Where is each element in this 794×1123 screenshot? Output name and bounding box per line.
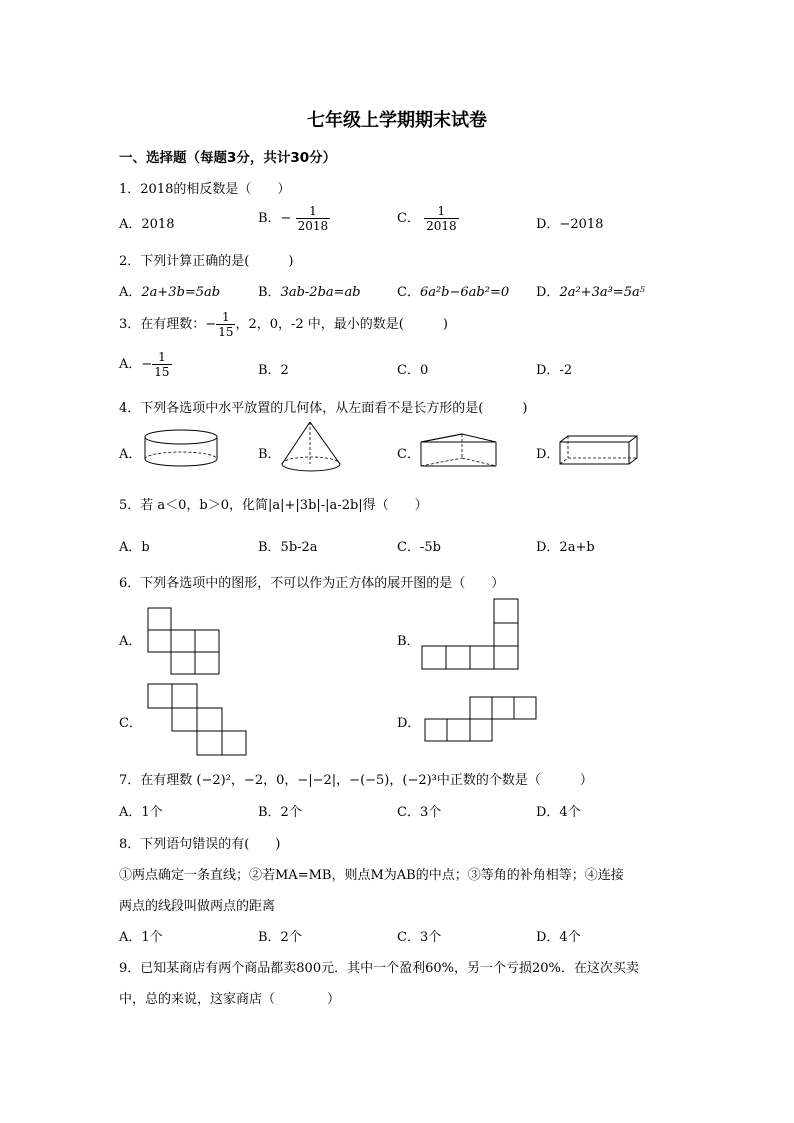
q5-stem: 5．若 a＜0，b＞0，化简|a|+|3b|-|a-2b|得（ ） <box>119 498 428 513</box>
q8-option-a: A．1个 <box>119 930 163 945</box>
q8-statement-line-2: 两点的线段叫做两点的距离 <box>119 899 276 914</box>
q1-option-b: B．− $\frac{1}{2018}$ <box>258 204 329 233</box>
q4-stem: 4．下列各选项中水平放置的几何体，从左面看不是长方形的是( ) <box>119 401 528 416</box>
q6-label-c: C． <box>119 716 142 731</box>
q4-label-d: D． <box>536 447 560 462</box>
q2-option-a: A．2a+3b=5ab <box>119 285 221 300</box>
net-b-figure <box>421 598 521 672</box>
q7-option-b: B．2个 <box>258 805 302 820</box>
q8-option-d: D．4个 <box>536 930 581 945</box>
net-d-figure <box>424 696 538 744</box>
q7-option-a: A．1个 <box>119 805 163 820</box>
q1-option-c: C． $\frac{1}{2018}$ <box>397 204 457 233</box>
q9-stem-line-1: 9．已知某商店有两个商品都卖800元．其中一个盈利60%，另一个亏损20%．在这次买卖 <box>119 961 639 976</box>
q1-stem: 1．2018的相反数是（ ） <box>119 182 291 197</box>
q6-stem: 6．下列各选项中的图形，不可以作为正方体的展开图的是（ ） <box>119 576 505 591</box>
q9-stem-line-2: 中，总的来说，这家商店（ ） <box>119 992 341 1007</box>
q2-stem: 2．下列计算正确的是( ) <box>119 254 294 269</box>
q6-label-d: D． <box>397 716 421 731</box>
q2-option-b: B．3ab-2ba=ab <box>258 285 361 300</box>
q2-option-d: D．2a²+3a³=5a⁵ <box>536 285 645 300</box>
net-c-figure <box>147 683 249 759</box>
q3-option-a: A．− $\frac{1}{15}$ <box>119 350 170 379</box>
q8-statement-line-1: ①两点确定一条直线；②若MA=MB，则点M为AB的中点；③等角的补角相等；④连接 <box>119 868 624 883</box>
q5-option-c: C．-5b <box>397 540 441 555</box>
q8-option-c: C．3个 <box>397 930 442 945</box>
cone-figure <box>278 420 348 476</box>
section-heading: 一、选择题（每题3分，共计30分） <box>119 150 337 166</box>
cuboid-figure <box>558 434 642 468</box>
q2-option-c: C．6a²b−6ab²=0 <box>397 285 510 300</box>
q3-option-c: C．0 <box>397 363 429 378</box>
q1-option-d: D．−2018 <box>536 217 604 232</box>
q3-option-d: D．-2 <box>536 363 573 378</box>
q1-option-a: A．2018 <box>119 217 175 232</box>
q4-label-a: A． <box>119 447 142 462</box>
page-title: 七年级上学期期末试卷 <box>307 110 487 131</box>
q5-option-d: D．2a+b <box>536 540 595 555</box>
q7-option-c: C．3个 <box>397 805 442 820</box>
q5-option-b: B．5b-2a <box>258 540 318 555</box>
q8-stem: 8．下列语句错误的有( ) <box>119 837 281 852</box>
q4-label-c: C． <box>397 447 420 462</box>
q3-option-b: B．2 <box>258 363 289 378</box>
q7-option-d: D．4个 <box>536 805 581 820</box>
prism-figure <box>418 430 502 472</box>
q6-label-a: A． <box>119 634 142 649</box>
q6-label-b: B． <box>397 634 420 649</box>
q8-option-b: B．2个 <box>258 930 302 945</box>
q3-stem: 3．在有理数：− $\frac{1}{15}$ ，2，0，-2 中，最小的数是( ) <box>119 310 448 339</box>
q5-option-a: A．b <box>119 540 150 555</box>
cylinder-figure <box>142 428 222 472</box>
net-a-figure <box>147 607 223 677</box>
q4-label-b: B． <box>258 447 281 462</box>
q7-stem: 7．在有理数 (−2)²，−2，0，−|−2|，−(−5)，(−2)³中正数的个数是（ ） <box>119 773 593 788</box>
